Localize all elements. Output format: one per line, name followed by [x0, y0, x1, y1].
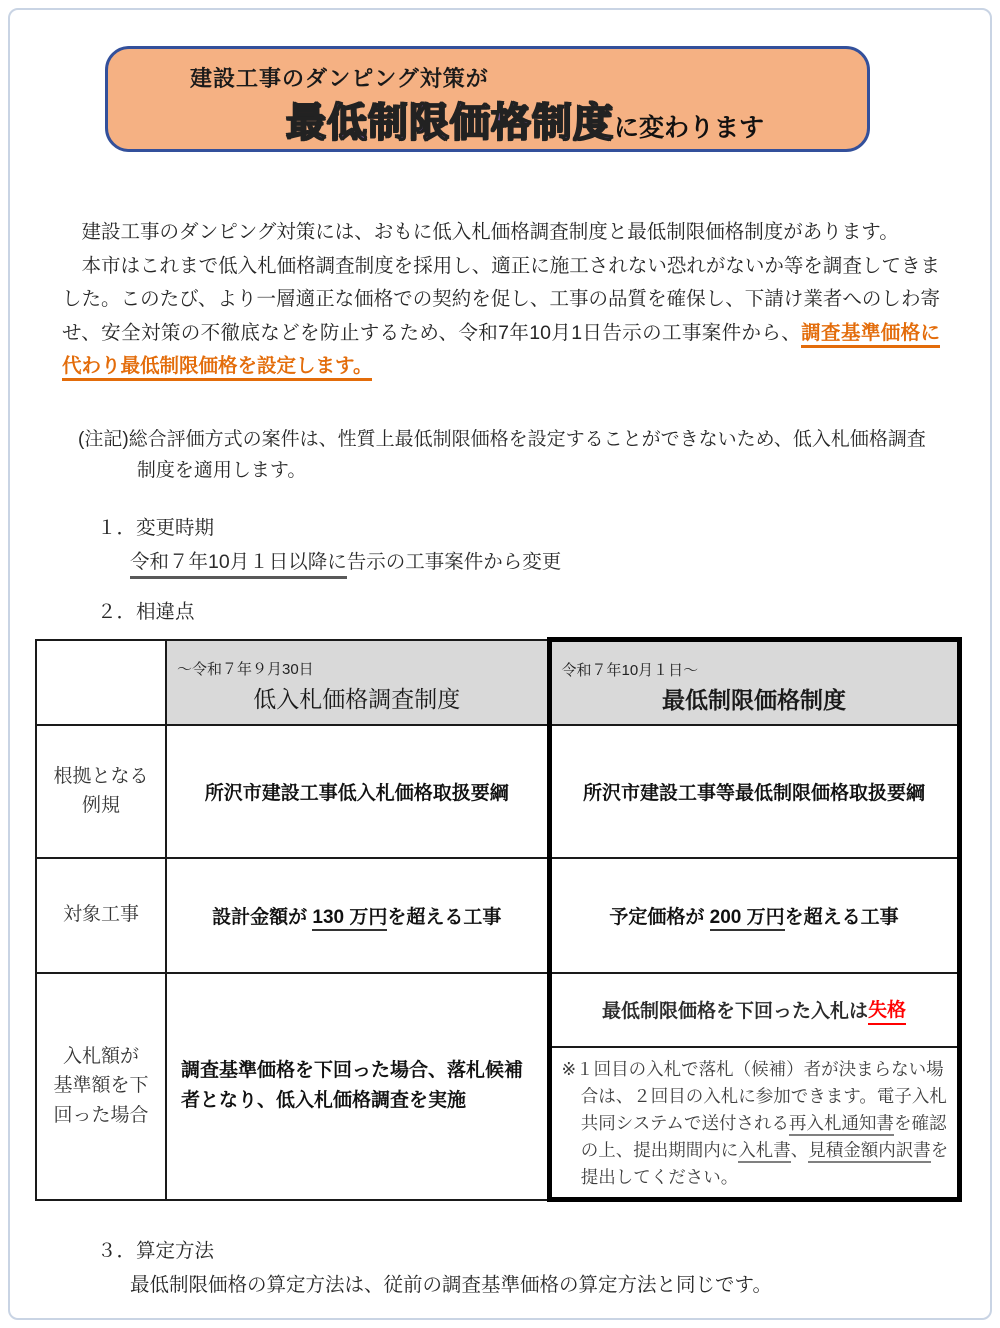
row-target-new-value: [549, 858, 959, 973]
estimate-breakdown-doc: 見積金額内訳書: [808, 1140, 931, 1163]
row-basis-label-line1: 根拠となる: [53, 765, 149, 787]
table-header-new-system: [549, 640, 959, 725]
row-target-old-amount: 130 万円: [312, 907, 387, 931]
row-below-label: [36, 973, 166, 1200]
table-row-below-standard: [36, 973, 959, 1200]
banner-title-highlight: 最低制限価格制度: [286, 101, 614, 145]
rebid-note-seg5: 、: [790, 1139, 809, 1160]
row-below-old-value: 調査基準価格を下回った場合、落札候補者となり、低入札価格調査を実施: [166, 973, 549, 1200]
banner-subtitle: 建設工事のダンピング対策が: [190, 66, 489, 91]
table-header-row: [36, 640, 959, 725]
bid-form-doc: 入札書: [738, 1140, 791, 1163]
table-header-old-system: [166, 640, 549, 725]
row-below-label-line2: 基準額を下: [53, 1075, 149, 1097]
remark-note: (注記)総合評価方式の案件は、性質上最低制限価格を設定することができないため、低入札価格調査制度を適用します。: [78, 429, 926, 482]
orange-emphasis-text: 調査基準価格に代わり最低制限価格を設定します。: [62, 322, 940, 382]
row-basis-label: [36, 725, 166, 858]
row-below-label-line1: 入札額が: [62, 1045, 139, 1067]
row-target-new-amount: 200 万円: [710, 907, 785, 931]
banner-title-line: [286, 91, 867, 148]
intro-paragraph-1: 建設工事のダンピング対策には、おもに低入札価格調査制度と最低制限価格制度があります。: [62, 221, 899, 243]
table-row-basis: [36, 725, 959, 858]
old-system-period: ～令和７年９月30日: [177, 661, 314, 678]
row-below-label-line3: 回った場合: [53, 1104, 149, 1126]
rebid-note-seg7: を提出してください。: [580, 1139, 949, 1187]
old-system-title: 低入札価格調査制度: [253, 686, 461, 712]
rebid-note-text: [562, 1056, 949, 1192]
row-below-new-value: [549, 973, 959, 1200]
banner-title-suffix: に変わります: [614, 114, 765, 142]
disqualified-word: 失格: [868, 995, 906, 1025]
row-target-old-value: [166, 858, 549, 973]
intro-paragraphs: [62, 216, 940, 384]
section3-body: 最低制限価格の算定方法は、従前の調査基準価格の算定方法と同じです。: [130, 1274, 772, 1296]
intro-paragraph-2-text: 本市はこれまで低入札価格調査制度を採用し、適正に施工されない恐れがないか等を調査してきました。このたび、より一層適正な価格での契約を促し、工事の品質を確保し、下請け業者へのしわ寄せ、安全対策の不徹底などを防止するため、令和7年10月1日告示の工事案件から、: [62, 254, 940, 344]
disqualified-prefix: 最低制限価格を下回った入札は: [601, 1001, 868, 1022]
intro-paragraph-2: [62, 250, 940, 384]
row-basis-label-line2: 例規: [81, 795, 120, 816]
change-date-underlined: 令和７年10月１日以降に: [130, 551, 347, 579]
row-target-label: [36, 858, 166, 973]
section2-heading: ２．相違点: [97, 601, 195, 623]
header-banner: [105, 46, 870, 152]
section1-body: [130, 546, 561, 574]
row-target-new-suffix: を超える工事: [784, 906, 899, 928]
change-date-rest: 告示の工事案件から変更: [346, 551, 562, 573]
section1-heading: １．変更時期: [97, 517, 215, 539]
rebid-notice-doc: 再入札通知書: [789, 1113, 894, 1136]
rebid-note: [552, 1048, 957, 1198]
row-basis-new-value: 所沢市建設工事等最低制限価格取扱要綱: [549, 725, 959, 858]
table-header-empty-cell: [36, 640, 166, 725]
disqualified-statement: [552, 974, 957, 1048]
section3-heading: ３．算定方法: [97, 1240, 215, 1262]
new-system-period: 令和７年10月１日～: [561, 661, 699, 679]
rebid-note-seg3: を確認の上、提出期間内に: [580, 1112, 947, 1160]
row-basis-old-value: 所沢市建設工事低入札価格取扱要綱: [166, 725, 549, 858]
rebid-note-seg1: ※１回目の入札で落札（候補）者が決まらない場合は、２回目の入札に参加できます。電子入札共同システムで送付される: [561, 1058, 947, 1133]
row-target-new-prefix: 予定価格が: [609, 906, 710, 928]
comparison-table: [35, 637, 962, 1202]
row-target-old-suffix: を超える工事: [387, 906, 502, 928]
new-system-title: 最低制限価格制度: [662, 686, 846, 713]
row-target-old-prefix: 設計金額が: [212, 906, 313, 928]
table-row-target: [36, 858, 959, 973]
row-target-label-text: 対象工事: [62, 904, 139, 926]
